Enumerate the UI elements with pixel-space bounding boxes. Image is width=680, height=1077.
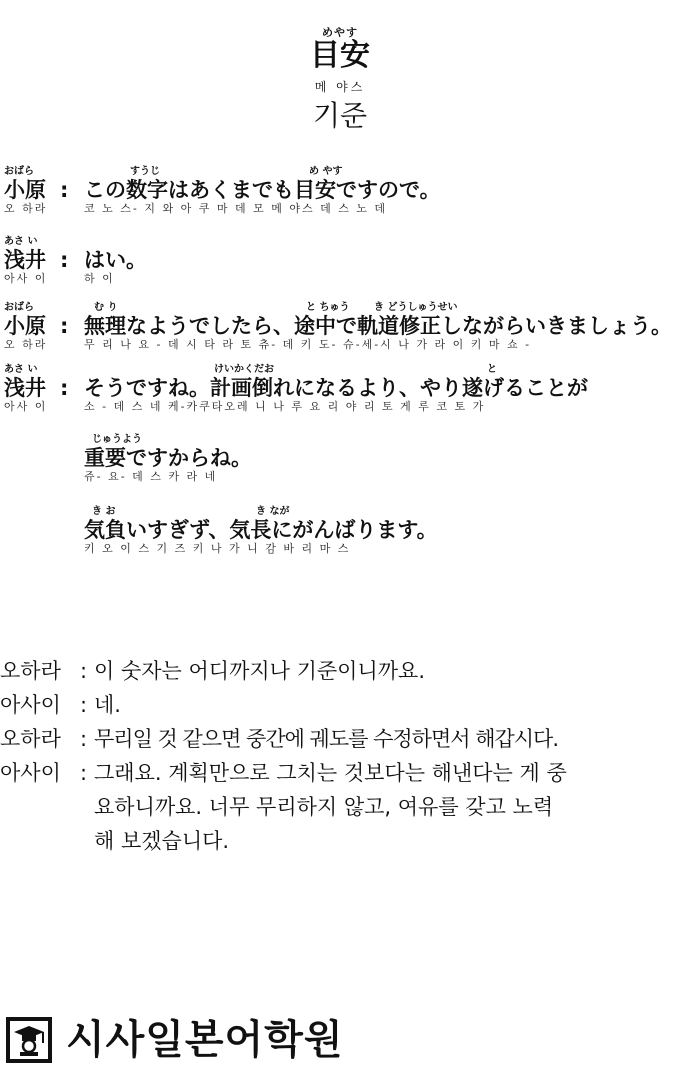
dialogue-text: 無理なようでしたら、途中で軌道修正しながらいきましょう。 [84, 314, 672, 338]
speaker-korean-reading: 오 하라 [4, 202, 48, 215]
title-block [0, 26, 680, 133]
translation-speaker: 오하라 [0, 659, 61, 683]
translation-speaker: 아사이 [0, 693, 61, 717]
dialogue-text: 重要ですからね。 [84, 446, 252, 470]
text-korean-reading: 하 이 [84, 272, 115, 285]
furigana: き どうしゅうせい [374, 302, 458, 313]
translation-row [0, 722, 680, 756]
title-korean-reading: 메 야스 [314, 80, 366, 94]
speaker-colon: : [60, 376, 69, 400]
dialogue-line [4, 166, 676, 214]
speaker-furigana: おばら [4, 166, 34, 177]
speaker-name: 小原 [4, 178, 46, 202]
academy-emblem-icon [6, 1017, 52, 1063]
speaker-name: 浅井 [4, 376, 46, 400]
text-korean-reading: 무 리 나 요 - 데 시 타 라 토 츄- 데 키 도- 슈-세-시 나 가 라 이 키 마 쇼 - [84, 338, 532, 351]
furigana: む り [94, 302, 118, 313]
furigana: め やす [309, 166, 343, 177]
speaker-furigana: あさ い [4, 236, 38, 247]
dialogue-line [4, 434, 676, 482]
speaker-name: 浅井 [4, 248, 46, 272]
dialogue-line [4, 364, 676, 412]
translation-row [0, 654, 680, 688]
speaker-name: 小原 [4, 314, 46, 338]
furigana: き お [92, 506, 116, 517]
translation-text: 무리일 것 같으면 중간에 궤도를 수정하면서 해갑시다. [94, 727, 559, 751]
translation-continuation: 요하니까요. 너무 무리하지 않고, 여유를 갖고 노력 [94, 795, 554, 819]
furigana: すうじ [130, 166, 160, 177]
translation-colon: : [80, 727, 88, 751]
dialogue-line [4, 236, 676, 284]
speaker-furigana: おばら [4, 302, 34, 313]
translation-row [0, 756, 680, 790]
dialogue-text: この数字はあくまでも目安ですので。 [84, 178, 441, 202]
academy-name: 시사일본어학원 [66, 1017, 344, 1063]
translation-speaker: 아사이 [0, 761, 61, 785]
text-korean-reading: 키 오 이 스 기 즈 키 나 가 니 감 바 리 마 스 [84, 542, 351, 555]
dialogue-text: 気負いすぎず、気長にがんばります。 [84, 518, 438, 542]
furigana: と [487, 364, 497, 375]
translation-continuation: 해 보겠습니다. [94, 829, 230, 853]
speaker-furigana: あさ い [4, 364, 38, 375]
dialogue-line [4, 506, 676, 554]
dialogue-text: そうですね。計画倒れになるより、やり遂げることが [84, 376, 588, 400]
furigana: けいかくだお [214, 364, 274, 375]
furigana: き なが [256, 506, 290, 517]
korean-translation [0, 654, 680, 858]
furigana: と ちゅう [306, 302, 350, 313]
text-korean-reading: 코 노 스- 지 와 아 쿠 마 데 모 메 야스 데 스 노 데 [84, 202, 388, 215]
speaker-colon: : [60, 248, 69, 272]
translation-text: 네. [94, 693, 121, 717]
translation-text: 그래요. 계획만으로 그치는 것보다는 해낸다는 게 중 [94, 761, 567, 785]
translation-speaker: 오하라 [0, 727, 61, 751]
translation-row [0, 688, 680, 722]
dialogue-text: はい。 [84, 248, 147, 272]
speaker-colon: : [60, 314, 69, 338]
translation-colon: : [80, 693, 88, 717]
translation-text: 이 숫자는 어디까지나 기준이니까요. [94, 659, 425, 683]
furigana: じゅうよう [92, 434, 142, 445]
academy-logo [6, 1010, 343, 1070]
speaker-colon: : [60, 178, 69, 202]
translation-colon: : [80, 761, 88, 785]
speaker-korean-reading: 오 하라 [4, 338, 48, 351]
translation-colon: : [80, 659, 88, 683]
speaker-korean-reading: 아사 이 [4, 400, 48, 413]
text-korean-reading: 소 - 데 스 네 케-카쿠타오레 니 나 루 요 리 야 리 토 게 루 코 토 가 [84, 400, 486, 413]
text-korean-reading: 쥬- 요- 데 스 카 라 네 [84, 470, 218, 483]
title-furigana: めやす [322, 26, 358, 39]
speaker-korean-reading: 아사 이 [4, 272, 48, 285]
dialogue-line [4, 302, 676, 350]
title-kanji: 目安 [310, 38, 370, 73]
title-korean-meaning: 기준 [312, 99, 368, 132]
